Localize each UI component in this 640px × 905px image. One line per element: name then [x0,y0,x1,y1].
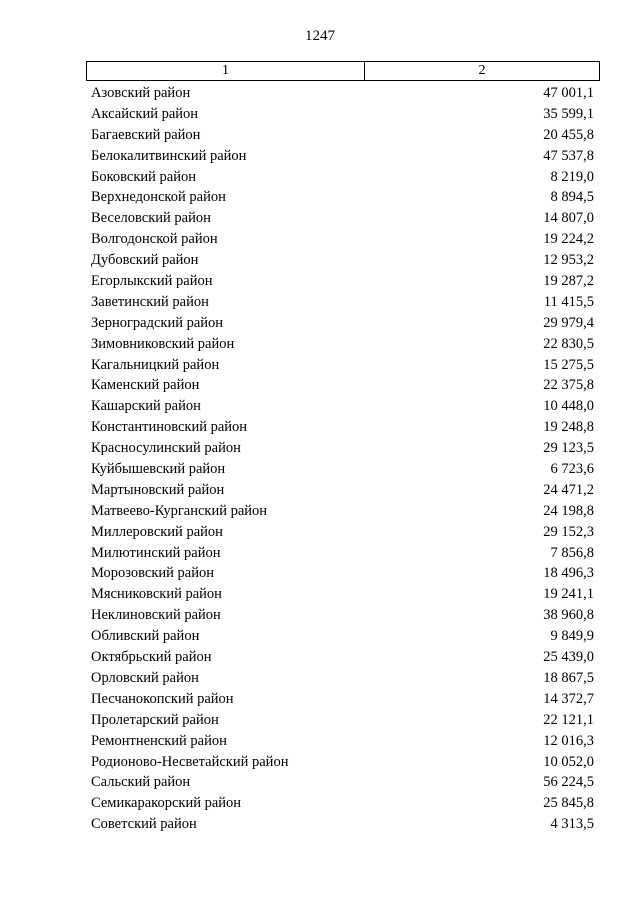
district-name: Багаевский район [91,126,201,143]
table-row [91,647,594,668]
district-name: Мясниковский район [91,586,222,603]
district-value: 12 953,2 [543,252,594,269]
district-value: 38 960,8 [543,607,594,624]
table-row [91,396,594,417]
district-value: 22 375,8 [543,377,594,394]
district-name: Морозовский район [91,565,215,582]
district-value: 56 224,5 [543,774,594,791]
district-name: Константиновский район [91,419,248,436]
district-name: Аксайский район [91,105,199,122]
district-value: 24 198,8 [543,502,594,519]
table-header [86,61,600,81]
table-row [91,83,594,104]
district-value: 7 856,8 [550,544,594,561]
table-row [91,271,594,292]
column-header-1: 1 [87,62,365,80]
district-name: Каменский район [91,377,200,394]
district-value: 4 313,5 [550,816,594,833]
district-value: 19 248,8 [543,419,594,436]
district-value: 24 471,2 [543,481,594,498]
table-row [91,689,594,710]
table-row [91,563,594,584]
table-row [91,313,594,334]
column-header-2: 2 [478,63,486,78]
district-name: Сальский район [91,774,191,791]
district-value: 19 224,2 [543,231,594,248]
district-name: Мартыновский район [91,481,225,498]
table-row [91,501,594,522]
table-row [91,229,594,250]
table-row [91,752,594,773]
district-value: 25 845,8 [543,795,594,812]
table-row [91,146,594,167]
table-row [91,793,594,814]
page-number: 1247 [305,28,335,44]
table-row [91,417,594,438]
district-name: Волгодонской район [91,231,218,248]
district-value: 14 807,0 [543,210,594,227]
district-value: 14 372,7 [543,690,594,707]
table-row [91,772,594,793]
district-value: 29 152,3 [543,523,594,540]
district-name: Белокалитвинский район [91,147,247,164]
table-row [91,334,594,355]
table-row [91,480,594,501]
district-name: Зимовниковский район [91,335,235,352]
district-value: 8 894,5 [550,189,594,206]
table-row [91,208,594,229]
district-name: Красносулинский район [91,440,241,457]
table-row [91,250,594,271]
district-name: Милютинский район [91,544,221,561]
district-value: 6 723,6 [550,461,594,478]
table-row [91,187,594,208]
district-value: 10 448,0 [543,398,594,415]
district-value: 29 123,5 [543,440,594,457]
table-row [91,375,594,396]
district-name: Заветинский район [91,293,209,310]
table-row [91,584,594,605]
district-name: Азовский район [91,85,191,101]
table-row [91,814,594,835]
table-row [91,459,594,480]
district-name: Кагальницкий район [91,356,220,373]
table-row [91,605,594,626]
district-name: Семикаракорский район [91,795,242,812]
table-row [91,355,594,376]
district-value: 47 001,1 [543,85,594,101]
district-name: Ремонтненский район [91,732,227,749]
table-row [91,710,594,731]
table-row [91,543,594,564]
district-value: 19 241,1 [543,586,594,603]
district-name: Пролетарский район [91,711,219,728]
table-row [91,731,594,752]
district-value: 22 121,1 [543,711,594,728]
district-name: Кашарский район [91,398,201,415]
district-name: Орловский район [91,669,199,686]
district-value: 22 830,5 [543,335,594,352]
district-name: Неклиновский район [91,607,221,624]
district-name: Веселовский район [91,210,211,227]
district-value: 8 219,0 [550,168,594,185]
district-name: Зерноградский район [91,314,224,331]
district-name: Миллеровский район [91,523,223,540]
district-value: 10 052,0 [543,753,594,770]
table-body [91,83,594,835]
district-value: 18 867,5 [543,669,594,686]
district-value: 12 016,3 [543,732,594,749]
district-value: 35 599,1 [543,105,594,122]
district-value: 18 496,3 [543,565,594,582]
table-row [91,292,594,313]
district-name: Дубовский район [91,252,199,269]
district-value: 25 439,0 [543,649,594,666]
district-name: Матвеево-Курганский район [91,502,268,519]
district-name: Верхнедонской район [91,189,226,206]
district-name: Обливский район [91,628,200,645]
district-value: 29 979,4 [543,314,594,331]
district-name: Егорлыкский район [91,273,213,290]
district-value: 15 275,5 [543,356,594,373]
table-row [91,104,594,125]
district-name: Родионово-Несветайский район [91,753,289,770]
table-row [91,438,594,459]
district-name: Советский район [91,816,197,833]
table-row [91,668,594,689]
district-name: Куйбышевский район [91,461,226,478]
district-value: 11 415,5 [543,293,594,310]
district-value: 47 537,8 [543,147,594,164]
table-row [91,125,594,146]
table-row [91,522,594,543]
district-value: 20 455,8 [543,126,594,143]
table-row [91,167,594,188]
district-value: 19 287,2 [543,273,594,290]
table-row [91,626,594,647]
district-name: Песчанокопский район [91,690,234,707]
district-value: 9 849,9 [550,628,594,645]
district-name: Боковский район [91,168,196,185]
district-name: Октябрьский район [91,649,212,666]
